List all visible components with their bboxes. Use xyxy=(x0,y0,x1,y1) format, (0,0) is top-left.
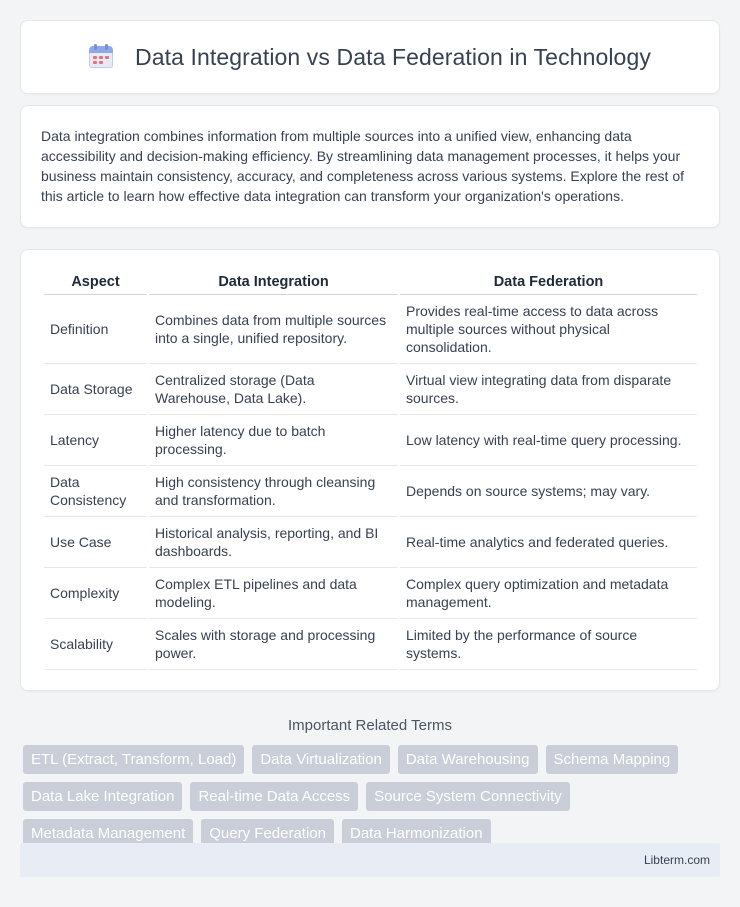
related-terms-title: Important Related Terms xyxy=(288,717,452,734)
header-card xyxy=(20,20,720,94)
footer xyxy=(20,843,720,877)
table-row xyxy=(44,619,697,670)
row-aspect: Data Storage xyxy=(44,364,147,415)
row-aspect: Scalability xyxy=(44,619,147,670)
row-integration: High consistency through cleansing and transformation. xyxy=(149,466,398,517)
column-header-aspect: Aspect xyxy=(44,270,147,295)
row-aspect: Use Case xyxy=(44,517,147,568)
row-integration: Centralized storage (Data Warehouse, Data Lake). xyxy=(149,364,398,415)
table-row xyxy=(44,568,697,619)
row-federation: Depends on source systems; may vary. xyxy=(400,466,697,517)
term-tag[interactable]: Real-time Data Access xyxy=(190,782,358,811)
page-title: Data Integration vs Data Federation in Technology xyxy=(135,43,651,70)
table-row xyxy=(44,295,697,364)
term-tag[interactable]: Source System Connectivity xyxy=(366,782,570,811)
term-tag[interactable]: Data Virtualization xyxy=(252,745,389,774)
row-integration: Scales with storage and processing power. xyxy=(149,619,398,670)
row-integration: Combines data from multiple sources into a single, unified repository. xyxy=(149,295,398,364)
row-federation: Real-time analytics and federated queries. xyxy=(400,517,697,568)
footer-site-link[interactable]: Libterm.com xyxy=(643,853,710,867)
column-header-data-federation: Data Federation xyxy=(400,270,697,295)
comparison-table xyxy=(42,270,699,670)
intro-text: Data integration combines information from multiple sources into a unified view, enhancing data accessibility and decision-making efficiency. By streamlining data management processes, it helps your business maintain consistency, accuracy, and completeness across various systems. Explore the rest of this article to learn how effective data integration can transform your organization's operations. xyxy=(41,128,684,204)
table-header-row xyxy=(44,270,697,295)
row-aspect: Definition xyxy=(44,295,147,364)
row-federation: Provides real-time access to data across multiple sources without physical consolidation. xyxy=(400,295,697,364)
table-row xyxy=(44,415,697,466)
term-tag[interactable]: Data Warehousing xyxy=(398,745,538,774)
intro-card xyxy=(20,105,720,228)
comparison-table-card xyxy=(20,249,720,691)
row-federation: Complex query optimization and metadata management. xyxy=(400,568,697,619)
term-tag[interactable]: Metadata Management xyxy=(23,819,193,848)
row-integration: Complex ETL pipelines and data modeling. xyxy=(149,568,398,619)
related-terms-list xyxy=(20,745,720,848)
row-federation: Low latency with real-time query processing. xyxy=(400,415,697,466)
row-integration: Historical analysis, reporting, and BI dashboards. xyxy=(149,517,398,568)
row-aspect: Data Consistency xyxy=(44,466,147,517)
term-tag[interactable]: Data Harmonization xyxy=(342,819,491,848)
row-integration: Higher latency due to batch processing. xyxy=(149,415,398,466)
row-aspect: Latency xyxy=(44,415,147,466)
term-tag[interactable]: Schema Mapping xyxy=(546,745,679,774)
row-aspect: Complexity xyxy=(44,568,147,619)
row-federation: Limited by the performance of source systems. xyxy=(400,619,697,670)
row-federation: Virtual view integrating data from disparate sources. xyxy=(400,364,697,415)
table-row xyxy=(44,466,697,517)
calendar-icon xyxy=(89,44,113,70)
table-row xyxy=(44,364,697,415)
term-tag[interactable]: ETL (Extract, Transform, Load) xyxy=(23,745,244,774)
column-header-data-integration: Data Integration xyxy=(149,270,398,295)
table-row xyxy=(44,517,697,568)
term-tag[interactable]: Query Federation xyxy=(201,819,334,848)
term-tag[interactable]: Data Lake Integration xyxy=(23,782,182,811)
